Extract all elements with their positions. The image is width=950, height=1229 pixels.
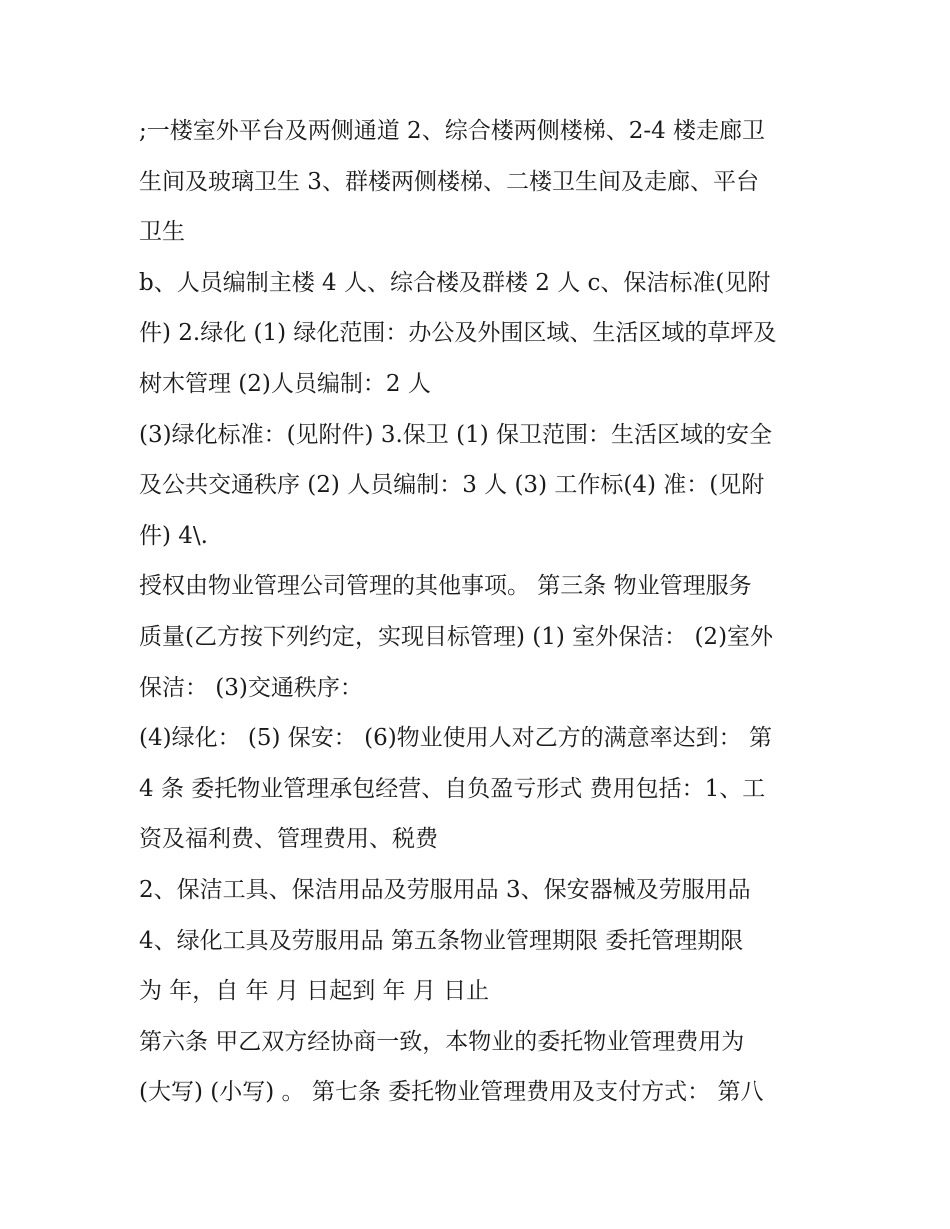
text-line: 质量(乙方按下列约定，实现目标管理) (1) 室外保洁： (2)室外	[139, 623, 774, 650]
text-line: 生间及玻璃卫生 3、群楼两侧楼梯、二楼卫生间及走廊、平台	[139, 168, 759, 195]
text-line: 为 年，自 年 月 日起到 年 月 日止	[139, 978, 490, 1005]
text-line: 件) 2.绿化 (1) 绿化范围：办公及外围区域、生活区域的草坪及	[139, 320, 777, 347]
text-line: 第六条 甲乙双方经协商一致，本物业的委托物业管理费用为	[139, 1028, 745, 1055]
text-line: 件) 4\.	[139, 522, 208, 549]
text-line: 4、绿化工具及劳服用品 第五条物业管理期限 委托管理期限	[139, 927, 744, 954]
text-line: 及公共交通秩序 (2) 人员编制：3 人 (3) 工作标(4) 准：(见附	[139, 472, 765, 499]
text-line: 授权由物业管理公司管理的其他事项。 第三条 物业管理服务	[139, 573, 752, 600]
text-line: (大写) (小写) 。 第七条 委托物业管理费用及支付方式： 第八	[139, 1079, 764, 1106]
text-line: ;一楼室外平台及两侧通道 2、综合楼两侧楼梯、2-4 楼走廊卫	[139, 118, 766, 144]
text-line: 卫生	[139, 219, 185, 246]
text-line: 资及福利费、管理费用、税费	[139, 826, 438, 853]
text-line: 2、保洁工具、保洁用品及劳服用品 3、保安器械及劳服用品	[139, 876, 751, 903]
text-line: 树木管理 (2)人员编制：2 人	[139, 370, 431, 397]
document-body	[139, 106, 819, 1118]
text-line: (3)绿化标准：(见附件) 3.保卫 (1) 保卫范围：生活区域的安全	[139, 421, 772, 448]
text-line: b、人员编制主楼 4 人、综合楼及群楼 2 人 c、保洁标准(见附	[139, 269, 771, 296]
text-line: 4 条 委托物业管理承包经营、自负盈亏形式 费用包括：1、工	[139, 775, 766, 802]
text-line: 保洁： (3)交通秩序：	[139, 674, 363, 701]
text-line: (4)绿化： (5) 保安： (6)物业使用人对乙方的满意率达到： 第	[139, 725, 772, 752]
